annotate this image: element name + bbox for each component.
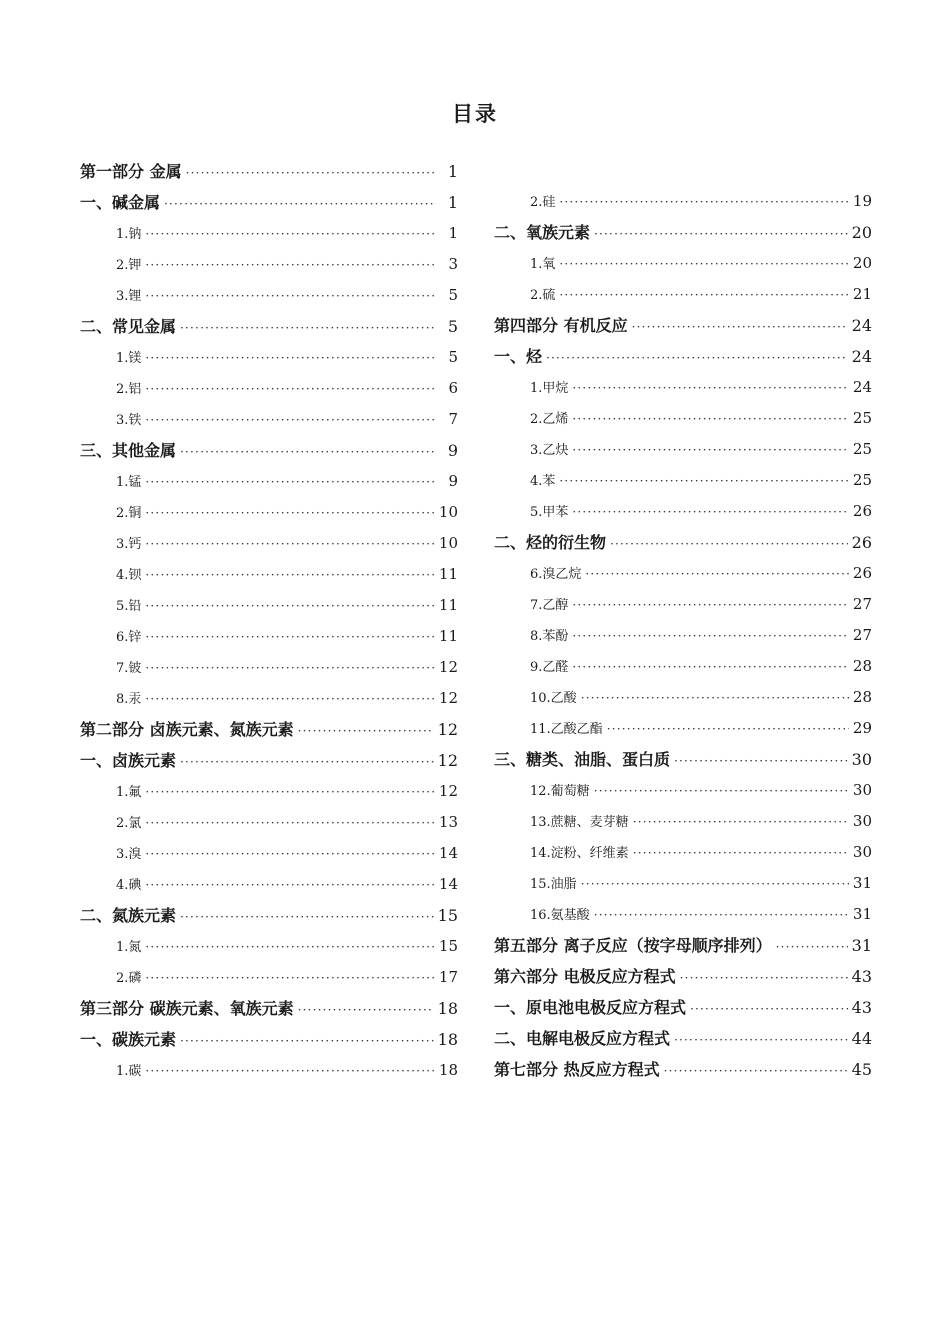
dot-leader [298, 995, 434, 1026]
dot-leader [572, 590, 849, 621]
toc-entry-label: 二、氧族元素 [494, 223, 591, 242]
dot-leader [572, 404, 849, 435]
toc-section-entry [80, 435, 458, 466]
dot-leader [145, 250, 436, 281]
toc-item-entry [80, 280, 458, 311]
dot-leader [633, 838, 849, 869]
toc-section-entry [494, 992, 872, 1023]
toc-entry-page: 26 [851, 533, 872, 552]
dot-leader [632, 312, 848, 343]
dot-leader [180, 747, 434, 778]
dot-leader [690, 994, 848, 1025]
toc-entry-label: 3.铁 [116, 413, 142, 428]
toc-entry-label: 第四部分 有机反应 [494, 316, 628, 335]
toc-entry-page: 27 [852, 626, 872, 644]
toc-item-entry [494, 279, 872, 310]
toc-entry-label: 第五部分 离子反应（按字母顺序排列） [494, 936, 772, 955]
dot-leader [145, 529, 435, 560]
toc-entry-page: 12 [438, 658, 458, 676]
toc-entry-label: 一、碳族元素 [80, 1030, 177, 1049]
toc-entry-page: 28 [852, 657, 872, 675]
toc-entry-label: 4.碘 [116, 878, 142, 893]
toc-entry-label: 1.氧 [530, 257, 556, 272]
toc-entry-page: 25 [852, 409, 872, 427]
dot-leader [594, 776, 849, 807]
toc-item-entry [80, 776, 458, 807]
dot-leader [145, 560, 435, 591]
toc-entry-label: 4.钡 [116, 568, 142, 583]
toc-entry-label: 6.锌 [116, 630, 142, 645]
dot-leader [572, 497, 849, 528]
toc-item-entry [494, 899, 872, 930]
toc-entry-label: 6.溴乙烷 [530, 567, 582, 582]
toc-entry-page: 25 [852, 440, 872, 458]
toc-item-entry [80, 1055, 458, 1086]
dot-leader [607, 714, 849, 745]
toc-section-entry [80, 745, 458, 776]
toc-entry-label: 二、常见金属 [80, 317, 177, 336]
toc-item-entry [494, 589, 872, 620]
toc-entry-label: 第一部分 金属 [80, 162, 182, 181]
toc-item-entry [494, 496, 872, 527]
toc-entry-label: 3.乙炔 [530, 443, 569, 458]
toc-entry-page: 1 [447, 193, 458, 212]
toc-entry-label: 2.磷 [116, 971, 142, 986]
toc-item-entry [494, 186, 872, 217]
dot-leader [594, 219, 848, 250]
toc-entry-page: 10 [438, 534, 458, 552]
toc-entry-page: 12 [438, 782, 458, 800]
toc-entry-label: 二、烃的衍生物 [494, 533, 607, 552]
toc-part-entry [494, 930, 872, 961]
toc-entry-label: 8.苯酚 [530, 629, 569, 644]
toc-entry-page: 18 [438, 1061, 458, 1079]
toc-entry-label: 2.氯 [116, 816, 142, 831]
toc-item-entry [494, 434, 872, 465]
toc-entry-page: 11 [438, 627, 458, 645]
toc-entry-label: 1.氟 [116, 785, 142, 800]
dot-leader [145, 622, 435, 653]
toc-entry-page: 3 [448, 255, 458, 273]
toc-part-entry [494, 310, 872, 341]
dot-leader [145, 343, 436, 374]
toc-part-entry [80, 714, 458, 745]
toc-section-entry [494, 1023, 872, 1054]
toc-entry-page: 5 [448, 348, 458, 366]
dot-leader [572, 621, 849, 652]
toc-item-entry [494, 682, 872, 713]
toc-entry-page: 30 [852, 781, 872, 799]
toc-entry-label: 4.苯 [530, 474, 556, 489]
toc-item-entry [80, 807, 458, 838]
toc-entry-label: 8.汞 [116, 692, 142, 707]
toc-left-column [80, 156, 458, 1086]
dot-leader [674, 746, 848, 777]
dot-leader [180, 437, 436, 468]
toc-entry-page: 7 [448, 410, 458, 428]
toc-entry-page: 15 [438, 937, 458, 955]
toc-entry-page: 45 [851, 1060, 872, 1079]
toc-entry-label: 一、碱金属 [80, 193, 161, 212]
toc-entry-label: 3.钙 [116, 537, 142, 552]
toc-entry-label: 1.钠 [116, 227, 142, 242]
toc-entry-page: 26 [852, 564, 872, 582]
toc-entry-label: 一、原电池电极反应方程式 [494, 998, 687, 1017]
toc-item-entry [494, 775, 872, 806]
toc-entry-page: 24 [851, 316, 872, 335]
dot-leader [164, 189, 436, 220]
toc-entry-page: 24 [851, 347, 872, 366]
toc-entry-page: 12 [437, 751, 458, 770]
toc-entry-page: 11 [438, 596, 458, 614]
toc-entry-label: 3.锂 [116, 289, 142, 304]
toc-entry-page: 9 [448, 472, 458, 490]
toc-entry-label: 2.硅 [530, 195, 556, 210]
toc-entry-label: 1.锰 [116, 475, 142, 490]
dot-leader [145, 808, 435, 839]
dot-leader [145, 839, 435, 870]
toc-entry-page: 14 [438, 844, 458, 862]
toc-entry-label: 一、烃 [494, 347, 543, 366]
toc-entry-label: 9.乙醛 [530, 660, 569, 675]
dot-leader [145, 219, 436, 250]
toc-part-entry [80, 156, 458, 187]
toc-item-entry [494, 248, 872, 279]
toc-item-entry [494, 558, 872, 589]
toc-entry-label: 10.乙酸 [530, 691, 577, 706]
toc-section-entry [494, 744, 872, 775]
toc-section-entry [494, 341, 872, 372]
toc-section-entry [80, 187, 458, 218]
dot-leader [145, 653, 435, 684]
toc-item-entry [80, 869, 458, 900]
toc-entry-label: 2.硫 [530, 288, 556, 303]
toc-entry-label: 14.淀粉、纤维素 [530, 846, 629, 861]
toc-entry-page: 25 [852, 471, 872, 489]
toc-item-entry [494, 403, 872, 434]
toc-entry-page: 31 [851, 936, 872, 955]
dot-leader [559, 280, 849, 311]
toc-item-entry [80, 621, 458, 652]
toc-entry-page: 17 [438, 968, 458, 986]
toc-item-entry [494, 465, 872, 496]
dot-leader [674, 1025, 848, 1056]
dot-leader [572, 435, 849, 466]
toc-section-entry [494, 527, 872, 558]
toc-entry-label: 二、电解电极反应方程式 [494, 1029, 671, 1048]
toc-item-entry [80, 466, 458, 497]
dot-leader [585, 559, 849, 590]
toc-section-entry [80, 311, 458, 342]
toc-entry-page: 1 [448, 224, 458, 242]
toc-entry-label: 1.碳 [116, 1064, 142, 1079]
toc-entry-page: 29 [852, 719, 872, 737]
toc-entry-label: 1.镁 [116, 351, 142, 366]
toc-entry-page: 30 [852, 843, 872, 861]
toc-entry-label: 7.铍 [116, 661, 142, 676]
dot-leader [145, 467, 436, 498]
toc-entry-page: 9 [447, 441, 458, 460]
toc-entry-page: 27 [852, 595, 872, 613]
dot-leader [559, 249, 849, 280]
toc-entry-label: 12.葡萄糖 [530, 784, 590, 799]
toc-item-entry [80, 218, 458, 249]
toc-section-entry [80, 1024, 458, 1055]
toc-entry-page: 30 [852, 812, 872, 830]
toc-entry-page: 26 [852, 502, 872, 520]
toc-item-entry [80, 249, 458, 280]
toc-entry-label: 1.氮 [116, 940, 142, 955]
toc-entry-label: 2.乙烯 [530, 412, 569, 427]
dot-leader [145, 963, 435, 994]
toc-entry-label: 2.钾 [116, 258, 142, 273]
toc-entry-label: 7.乙醇 [530, 598, 569, 613]
dot-leader [594, 900, 849, 931]
toc-item-entry [494, 806, 872, 837]
toc-item-entry [80, 590, 458, 621]
toc-entry-page: 5 [448, 286, 458, 304]
dot-leader [298, 716, 434, 747]
dot-leader [559, 466, 849, 497]
dot-leader [680, 963, 848, 994]
toc-item-entry [494, 651, 872, 682]
toc-entry-label: 16.氨基酸 [530, 908, 590, 923]
toc-entry-page: 31 [852, 905, 872, 923]
dot-leader [546, 343, 848, 374]
toc-entry-page: 24 [852, 378, 872, 396]
toc-item-entry [80, 342, 458, 373]
toc-entry-page: 15 [437, 906, 458, 925]
dot-leader [145, 281, 436, 312]
toc-item-entry [80, 404, 458, 435]
dot-leader [180, 1026, 434, 1057]
toc-entry-label: 二、氮族元素 [80, 906, 177, 925]
toc-entry-page: 14 [438, 875, 458, 893]
dot-leader [633, 807, 849, 838]
toc-entry-label: 三、糖类、油脂、蛋白质 [494, 750, 671, 769]
toc-entry-label: 3.溴 [116, 847, 142, 862]
toc-entry-page: 18 [437, 999, 458, 1018]
toc-part-entry [80, 993, 458, 1024]
toc-entry-label: 第三部分 碳族元素、氧族元素 [80, 999, 294, 1018]
toc-entry-label: 三、其他金属 [80, 441, 177, 460]
toc-entry-page: 43 [851, 967, 872, 986]
toc-item-entry [80, 962, 458, 993]
dot-leader [559, 187, 849, 218]
toc-item-entry [494, 372, 872, 403]
toc-entry-page: 13 [438, 813, 458, 831]
toc-entry-label: 5.甲苯 [530, 505, 569, 520]
toc-entry-label: 一、卤族元素 [80, 751, 177, 770]
toc-entry-page: 6 [448, 379, 458, 397]
toc-entry-page: 31 [852, 874, 872, 892]
toc-entry-page: 20 [852, 254, 872, 272]
toc-entry-page: 12 [437, 720, 458, 739]
toc-item-entry [80, 497, 458, 528]
toc-entry-page: 1 [447, 162, 458, 181]
dot-leader [581, 869, 849, 900]
toc-entry-page: 10 [438, 503, 458, 521]
dot-leader [145, 684, 435, 715]
toc-item-entry [80, 838, 458, 869]
toc-entry-page: 11 [438, 565, 458, 583]
dot-leader [610, 529, 848, 560]
dot-leader [145, 777, 435, 808]
toc-item-entry [80, 559, 458, 590]
toc-entry-label: 2.铜 [116, 506, 142, 521]
toc-entry-label: 第六部分 电极反应方程式 [494, 967, 676, 986]
toc-item-entry [80, 528, 458, 559]
dot-leader [180, 313, 436, 344]
toc-right-column [494, 186, 872, 1085]
dot-leader [145, 870, 435, 901]
toc-item-entry [494, 713, 872, 744]
toc-entry-page: 5 [447, 317, 458, 336]
toc-section-entry [494, 217, 872, 248]
dot-leader [572, 652, 849, 683]
toc-item-entry [494, 620, 872, 651]
toc-entry-label: 1.甲烷 [530, 381, 569, 396]
toc-item-entry [80, 652, 458, 683]
toc-entry-page: 18 [437, 1030, 458, 1049]
dot-leader [776, 932, 848, 963]
dot-leader [145, 932, 435, 963]
toc-item-entry [494, 837, 872, 868]
toc-entry-label: 15.油脂 [530, 877, 577, 892]
page-title: 目录 [452, 102, 498, 126]
toc-entry-page: 44 [851, 1029, 872, 1048]
toc-entry-label: 11.乙酸乙酯 [530, 722, 603, 737]
dot-leader [664, 1056, 848, 1087]
dot-leader [186, 158, 436, 189]
dot-leader [145, 591, 435, 622]
toc-entry-page: 43 [851, 998, 872, 1017]
toc-entry-page: 28 [852, 688, 872, 706]
toc-entry-label: 13.蔗糖、麦芽糖 [530, 815, 629, 830]
toc-entry-page: 20 [851, 223, 872, 242]
toc-item-entry [80, 373, 458, 404]
toc-item-entry [80, 683, 458, 714]
toc-entry-label: 2.铝 [116, 382, 142, 397]
dot-leader [145, 498, 435, 529]
toc-item-entry [80, 931, 458, 962]
toc-entry-page: 19 [852, 192, 872, 210]
toc-entry-label: 第七部分 热反应方程式 [494, 1060, 660, 1079]
toc-item-entry [494, 868, 872, 899]
dot-leader [145, 405, 436, 436]
dot-leader [572, 373, 849, 404]
toc-entry-page: 12 [438, 689, 458, 707]
dot-leader [581, 683, 849, 714]
dot-leader [145, 374, 436, 405]
toc-entry-label: 5.铅 [116, 599, 142, 614]
toc-entry-page: 21 [852, 285, 872, 303]
toc-entry-page: 30 [851, 750, 872, 769]
toc-entry-label: 第二部分 卤族元素、氮族元素 [80, 720, 294, 739]
dot-leader [180, 902, 434, 933]
toc-part-entry [494, 1054, 872, 1085]
dot-leader [145, 1056, 435, 1087]
toc-part-entry [494, 961, 872, 992]
toc-section-entry [80, 900, 458, 931]
